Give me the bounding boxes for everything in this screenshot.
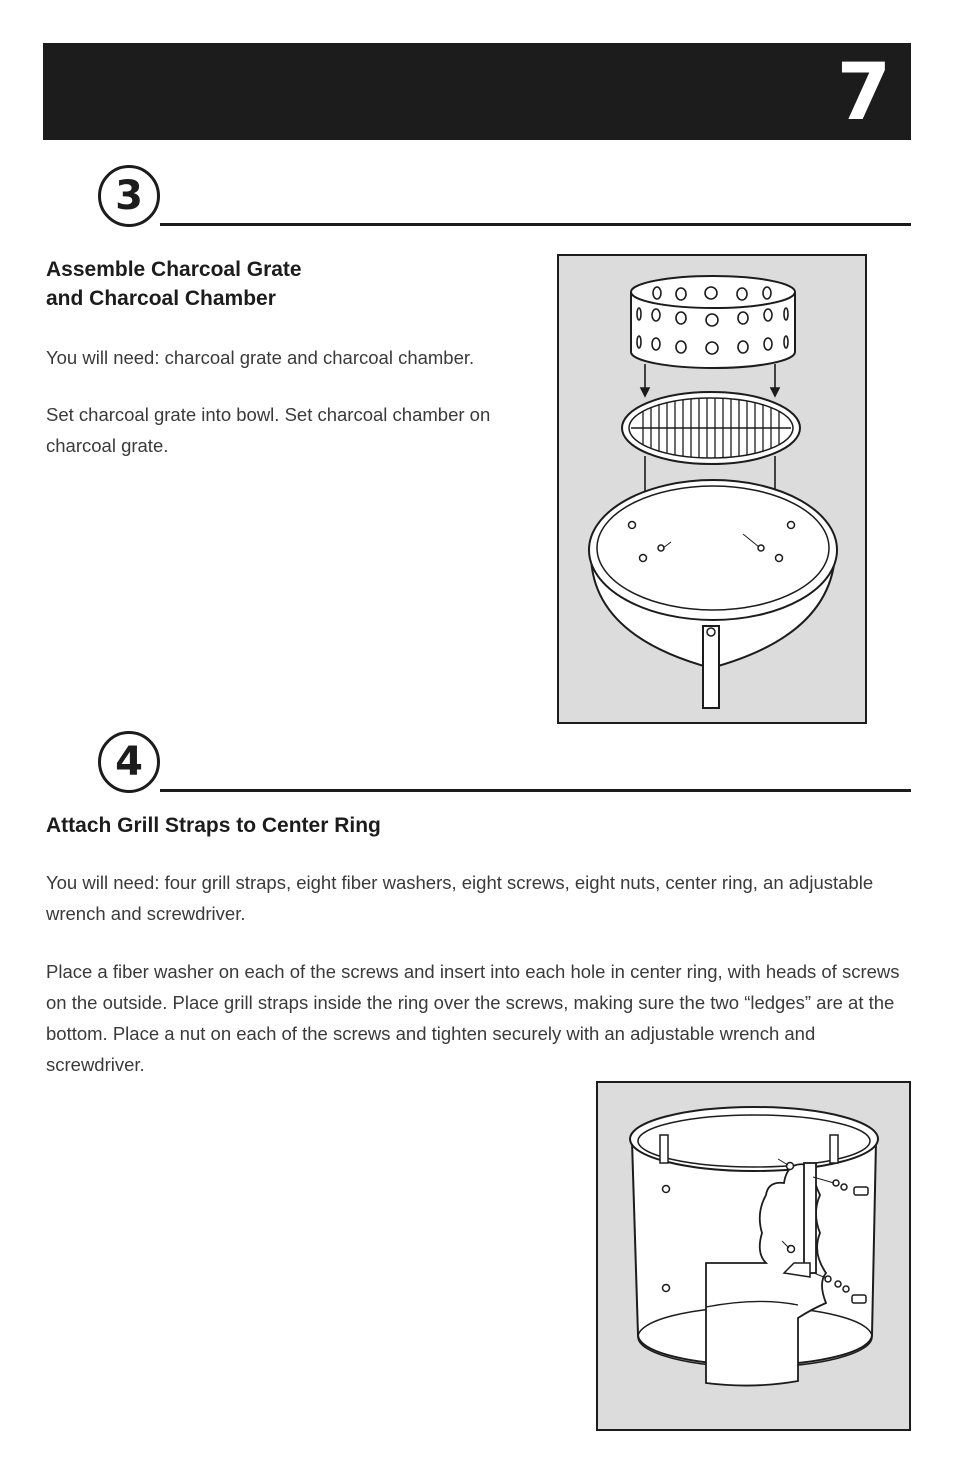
step-3-heading	[46, 255, 302, 313]
step-4-instructions: Place a fiber washer on each of the screws and insert into each hole in center ring, with heads of screws on the outside. Place grill straps inside the ring over the screws, making sure the two “ledges” are at the bottom. Place a nut on each of the screws and tighten securely with an adjustable wrench and screwdriver.	[46, 961, 900, 1075]
step-3-heading-line2: and Charcoal Chamber	[46, 287, 276, 310]
step-4-marker-icon	[98, 731, 160, 793]
charcoal-assembly-illustration	[557, 254, 867, 724]
step-3-divider	[160, 223, 911, 226]
step-4-number: 4	[115, 739, 143, 785]
step-4-heading: Attach Grill Straps to Center Ring	[46, 814, 381, 837]
step-4-divider	[160, 789, 911, 792]
page-header-bar	[43, 43, 911, 140]
step-3-instructions: Set charcoal grate into bowl. Set charcoal chamber on charcoal grate.	[46, 404, 491, 456]
center-ring-illustration	[596, 1081, 911, 1431]
step-3-marker-icon	[98, 165, 160, 227]
charcoal-chamber-drawing	[631, 276, 795, 368]
page-number: 7	[836, 48, 889, 138]
charcoal-grate-drawing	[622, 392, 800, 464]
grill-bowl-drawing	[589, 480, 837, 708]
step-3-number: 3	[115, 173, 143, 219]
charcoal-assembly-drawing	[559, 256, 865, 722]
step-3-heading-line1: Assemble Charcoal Grate	[46, 258, 302, 281]
step-3-need-text: You will need: charcoal grate and charcoal chamber.	[46, 347, 475, 368]
step-4-need-text: You will need: four grill straps, eight fiber washers, eight screws, eight nuts, center ring, an adjustable wrench and screwdriver.	[46, 872, 874, 924]
center-ring-drawing	[598, 1083, 909, 1429]
